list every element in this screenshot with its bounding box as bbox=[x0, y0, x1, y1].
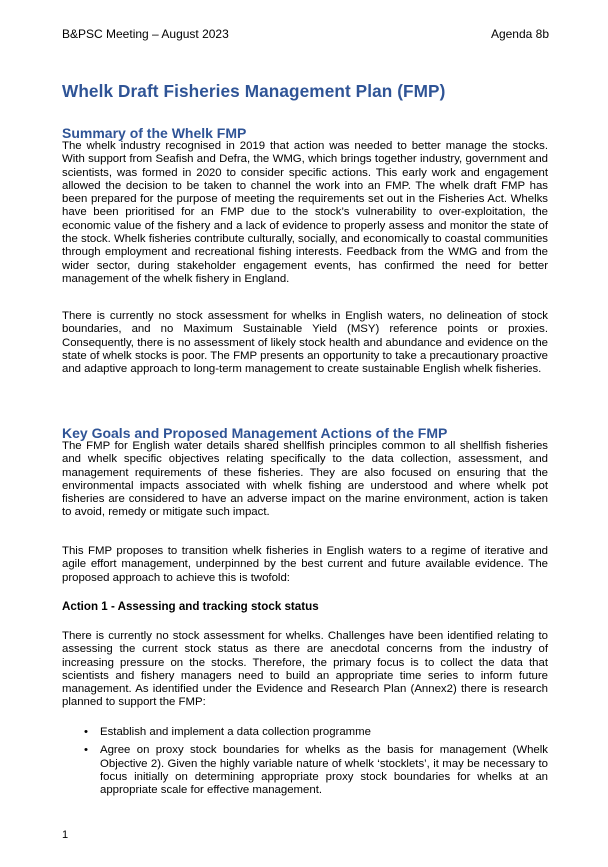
action1-bullet-list bbox=[62, 726, 548, 802]
bullet-icon: • bbox=[84, 744, 88, 757]
header-agenda: Agenda 8b bbox=[490, 27, 549, 41]
list-item bbox=[62, 726, 548, 739]
document-title: Whelk Draft Fisheries Management Plan (FMP) bbox=[62, 81, 446, 101]
header-meeting: B&PSC Meeting – August 2023 bbox=[62, 27, 229, 41]
goals-paragraph-1: The FMP for English water details shared shellfish principles common to all shellfish fisheries and whelk specific objectives relating specifically to the data collection, assessment, and management requirements of these fisheries. They are also focused on ensuring that the environmental impacts associated with whelk fishing are understood and where whelk pot fisheries are considered to have an adverse impact on the marine environment, action is taken to avoid, remedy or mitigate such impact. bbox=[62, 440, 548, 519]
bullet-icon: • bbox=[84, 726, 88, 738]
summary-paragraph-2: There is currently no stock assessment for whelks in English waters, no delineation of stock boundaries, and no Maximum Sustainable Yield (MSY) reference points or proxies. Consequently, there is no assessment of likely stock health and abundance and evidence on the state of whelk stocks is poor. The FMP presents an opportunity to take a precautionary proactive and adaptive approach to long-term management to create sustainable English whelk fisheries. bbox=[62, 310, 548, 376]
action1-paragraph: There is currently no stock assessment for whelks. Challenges have been identified relating to assessing the current stock status as there are anecdotal concerns from the industry of increasing pressure on the stocks. Therefore, the primary focus is to collect the data that scientists and fishery managers need to build an appropriate time series to inform future management. As identified under the Evidence and Research Plan (Annex2) there is research planned to support the FMP: bbox=[62, 630, 548, 709]
page-number: 1 bbox=[62, 829, 69, 841]
list-item bbox=[62, 744, 548, 797]
action1-heading: Action 1 - Assessing and tracking stock status bbox=[62, 600, 319, 613]
goals-heading: Key Goals and Proposed Management Actions of the FMP bbox=[62, 425, 448, 441]
summary-heading: Summary of the Whelk FMP bbox=[62, 125, 247, 141]
page-header bbox=[62, 27, 549, 41]
goals-paragraph-2: This FMP proposes to transition whelk fisheries in English waters to a regime of iterative and agile effort management, underpinned by the best current and future available evidence. The proposed approach to achieve this is twofold: bbox=[62, 545, 548, 584]
summary-paragraph-1: The whelk industry recognised in 2019 that action was needed to better manage the stocks. With support from Seafish and Defra, the WMG, which brings together industry, government and scientists, was formed in 2020 to consider specific actions. This early work and engagement allowed the decision to be taken to channel the work into an FMP. The whelk draft FMP has been prepared for the purpose of meeting the requirements set out in the Fisheries Act. Whelks have been prioritised for an FMP due to the stock’s vulnerability to over-exploitation, the economic value of the fishery and a lack of evidence to properly assess and monitor the state of the stock. Whelk fisheries contribute culturally, socially, and economically to coastal communities through employment and recreational fishing interests. Feedback from the WMG and from the wider sector, during stakeholder engagement events, has confirmed the need for better management of the whelk fishery in England. bbox=[62, 140, 548, 285]
bullet-text: Establish and implement a data collection programme bbox=[100, 726, 371, 738]
bullet-text: Agree on proxy stock boundaries for whelks as the basis for management (Whelk Objective 2). Given the highly variable nature of whelk ‘stocklets’, it may be necessary to focus initially on determining appropriate proxy stock boundaries for whelks at an appropriate scale for effective management. bbox=[100, 744, 548, 797]
